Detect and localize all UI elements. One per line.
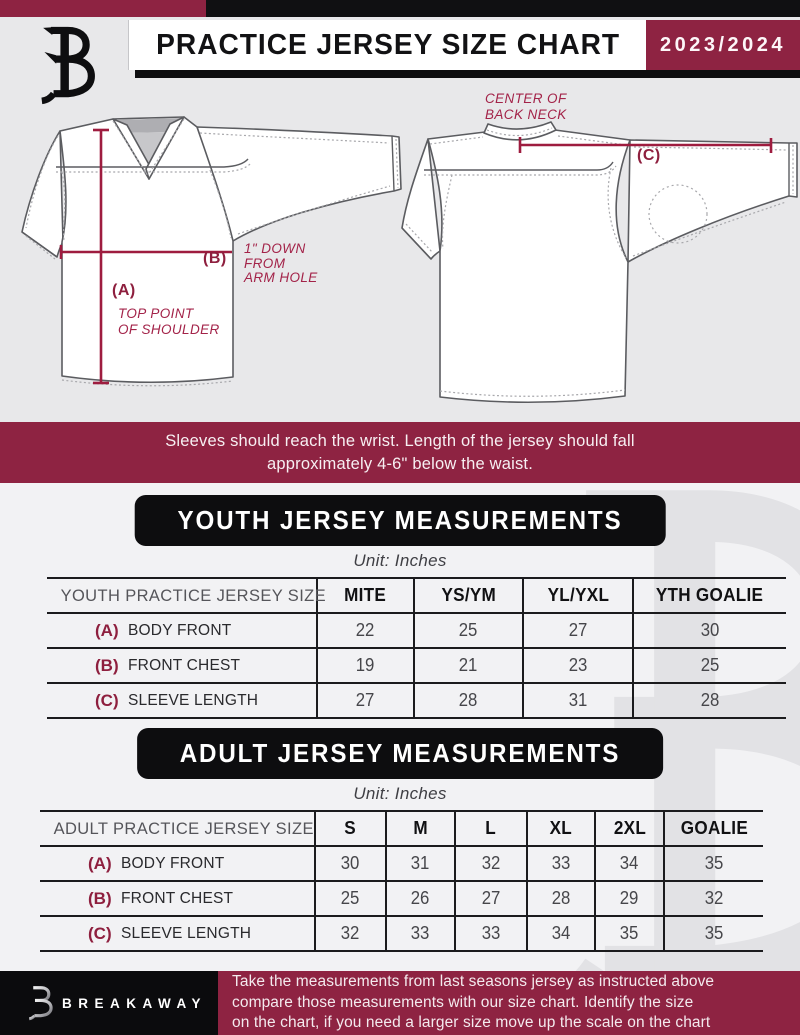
size-header: 2XL (613, 818, 646, 838)
youth-size-col-header: YOUTH PRACTICE JERSEY SIZE (60, 585, 327, 605)
youth-section-heading: YOUTH JERSEY MEASUREMENTS (135, 495, 666, 546)
size-header: S (344, 818, 357, 838)
top-strip-black (206, 0, 800, 17)
footer-instruction-line: Take the measurements from last seasons jersey as instructed above (232, 973, 715, 991)
footer-instruction-line: compare those measurements with our size chart. Identify the size (232, 993, 694, 1011)
adult-size-col-header: ADULT PRACTICE JERSEY SIZE (53, 818, 314, 838)
size-header: M (413, 818, 428, 838)
title-banner (128, 20, 647, 70)
center-back-neck-note: CENTER OF BACK NECK (485, 91, 567, 122)
adult-table-header-row (40, 810, 763, 845)
marker-c: (C) (637, 147, 661, 164)
page-title: PRACTICE JERSEY SIZE CHART (156, 28, 620, 61)
breakaway-footer-logo-icon (24, 984, 54, 1022)
adult-size-table (40, 810, 763, 952)
footer-brand-block (0, 971, 218, 1035)
size-header: YS/YM (441, 585, 496, 605)
table-row: (A) BODY FRONT 22 25 27 30 (47, 612, 786, 647)
title-shadow-bar (135, 70, 800, 78)
fit-note-line: approximately 4-6" below the waist. (267, 454, 533, 473)
table-row: (B) FRONT CHEST 25 26 27 28 29 32 (40, 880, 763, 915)
back-jersey-drawing (402, 122, 797, 402)
size-header: L (485, 818, 497, 838)
jersey-diagrams (0, 88, 800, 428)
fit-note-banner (0, 422, 800, 483)
table-row: (C) SLEEVE LENGTH 32 33 33 34 35 35 (40, 915, 763, 950)
size-header: GOALIE (680, 818, 748, 838)
table-row: (B) FRONT CHEST 19 21 23 25 (47, 647, 786, 682)
adult-section-heading: ADULT JERSEY MEASUREMENTS (137, 728, 663, 779)
adult-unit-label: Unit: Inches (353, 784, 447, 803)
size-header: MITE (344, 585, 387, 605)
size-header: YTH GOALIE (656, 585, 764, 605)
size-header: XL (549, 818, 573, 838)
size-header: YL/YXL (547, 585, 609, 605)
marker-b: (B) (203, 250, 227, 267)
fit-note-line: Sleeves should reach the wrist. Length of the jersey should fall (165, 432, 635, 450)
table-row: (A) BODY FRONT 30 31 32 33 34 35 (40, 845, 763, 880)
season-badge (646, 20, 800, 70)
footer-brand-name: BREAKAWAY (62, 995, 208, 1011)
youth-size-table (47, 577, 786, 719)
footer-instruction-line: on the chart, if you need a larger size move up the scale on the chart (232, 1014, 711, 1032)
footer-instructions (218, 971, 800, 1035)
youth-unit-label: Unit: Inches (353, 551, 447, 570)
footer (0, 971, 800, 1035)
arm-hole-note: 1" DOWN FROM ARM HOLE (244, 241, 318, 285)
table-row: (C) SLEEVE LENGTH 27 28 31 28 (47, 682, 786, 717)
marker-a: (A) (112, 282, 136, 299)
season-label: 2023/2024 (659, 33, 787, 56)
youth-table-header-row (47, 577, 786, 612)
top-point-shoulder-note: TOP POINT OF SHOULDER (118, 306, 220, 337)
top-strip-maroon (0, 0, 206, 17)
